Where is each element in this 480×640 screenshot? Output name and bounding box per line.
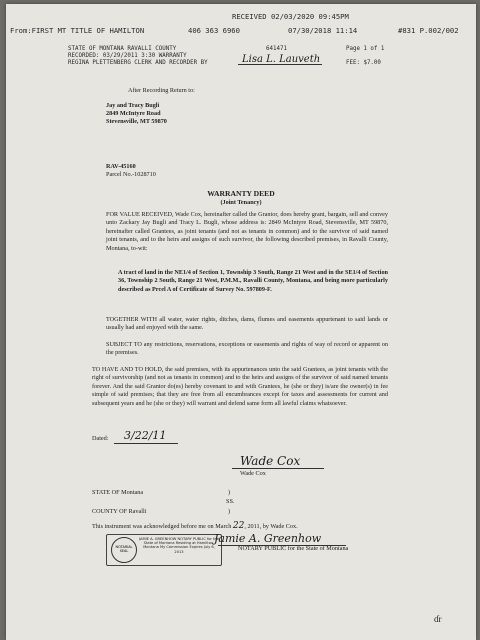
return-label: After Recording Return to: [128,87,195,94]
recording-page: Page 1 of 1 [346,46,385,52]
habendum-paragraph: TO HAVE AND TO HOLD, the said premises, with its appurtenances unto the said Grantees, as joint tenants with the right of survivorship (and not as tenants in common) and to the heirs and assigns of the survivor of said named tenants forever. And the said Grantor do(es) hereby covenant to and with Grantees, he (she or they) is/are the owner(s) in fee simple of said premises; that they are free from all encumbrances except for taxes and assessments for current and subsequent years and he (she or they) will warrant and defend same form all lawful claims whatsoever. [92,366,388,407]
clerk-signature-line [238,64,322,65]
notary-county: COUNTY OF Ravalli [92,508,147,515]
return-name: Jay and Tracy Bugli [106,102,160,109]
return-city: Stevensville, MT 59870 [106,118,167,125]
notary-seal [106,534,222,566]
clerk-signature: Lisa L. Lauveth [242,54,321,65]
seal-top-text: NOTARIAL [115,545,133,549]
deed-page [6,4,476,640]
ack-prefix: This instrument was acknowledged before me on March [92,523,232,530]
subject-to-paragraph: SUBJECT TO any restrictions, reservations, exceptions or easements and rights of way of record or apparent on the premises. [106,341,388,357]
conveyance-paragraph: FOR VALUE RECEIVED, Wade Cox, hereinafter called the Grantor, does hereby grant, bargain, sell and convey unto Zackary Jay Bugli and Tracy L. Bugli, whose address is: 2849 McIntyre Road, Stevensville, MT 59870, hereinafter called Grantees, as joint tenants (and not as tenants in common) and to the survivor of said named joint tenants, and to the heirs and assigns of such survivor, the following described premises, in Ravalli County, Montana, to-wit: [106,211,388,252]
notary-state: STATE OF Montana [92,489,144,496]
deed-subtitle: (Joint Tenancy) [220,199,262,206]
fax-date: 07/30/2018 11:14 [288,26,358,35]
recording-date: RECORDED: 03/29/2011 3:30 WARRANTY [68,53,187,59]
recording-fee: FEE: $7.00 [346,60,381,66]
acknowledgment [92,522,298,531]
return-street: 2849 McIntyre Road [106,110,161,117]
corner-mark: ɗr [434,614,442,624]
together-with-paragraph: TOGETHER WITH all water, water rights, ditches, dams, flumes and easements appurtenant to said lands or usually had and enjoyed with the same. [106,316,388,332]
fax-page: #831 P.002/002 [398,26,459,35]
notary-signature: Jamie A. Greenhow [214,532,322,545]
grantor-signature: Wade Cox [240,454,301,468]
rav-number: RAV-45160 [106,163,136,170]
fax-phone: 406 363 6960 [188,26,240,35]
recording-clerk: REGINA PLETTENBERG CLERK AND RECORDER BY [68,60,208,66]
recording-number: 641471 [266,46,287,52]
notary-seal-text: JAMIE A. GREENHOW NOTARY PUBLIC for the State of Montana Residing at Hamilton, Montana My Commission Expires July 6, 2013 [139,537,219,554]
grantor-signature-line [232,468,324,469]
dated-label: Dated: [92,435,109,442]
dated-value: 3/22/11 [124,429,167,442]
notary-public-label: NOTARY PUBLIC for the State of Montana [238,545,349,552]
grantor-name: Wade Cox [240,470,266,477]
ack-day: 22 [232,521,245,531]
dated-line [114,443,178,444]
recording-state: STATE OF MONTANA RAVALLI COUNTY [68,46,177,52]
notary-paren-2: ) [228,508,231,515]
ack-suffix: , 2011, by Wade Cox. [244,523,298,530]
fax-received-header: RECEIVED 02/03/2020 09:45PM [232,12,349,21]
legal-description: A tract of land in the NE1/4 of Section 1, Township 3 South, Range 21 West and in the SE1/4 of Section 36, Township 2 South, Range 21 West, P.M.M., Ravalli County, Montana, and being more particularly described as Prcel A of Certificate of Survey No. 597809-F. [118,269,388,293]
notary-paren-1: ) [228,489,231,496]
fax-from: From:FIRST MT TITLE OF HAMILTON [10,26,145,35]
notary-seal-emblem [111,537,137,563]
parcel-number: Parcel No.-1028710 [106,171,156,178]
deed-title: WARRANTY DEED [207,189,275,198]
seal-bottom-text: SEAL [119,549,129,553]
notary-ss: SS. [226,498,235,505]
